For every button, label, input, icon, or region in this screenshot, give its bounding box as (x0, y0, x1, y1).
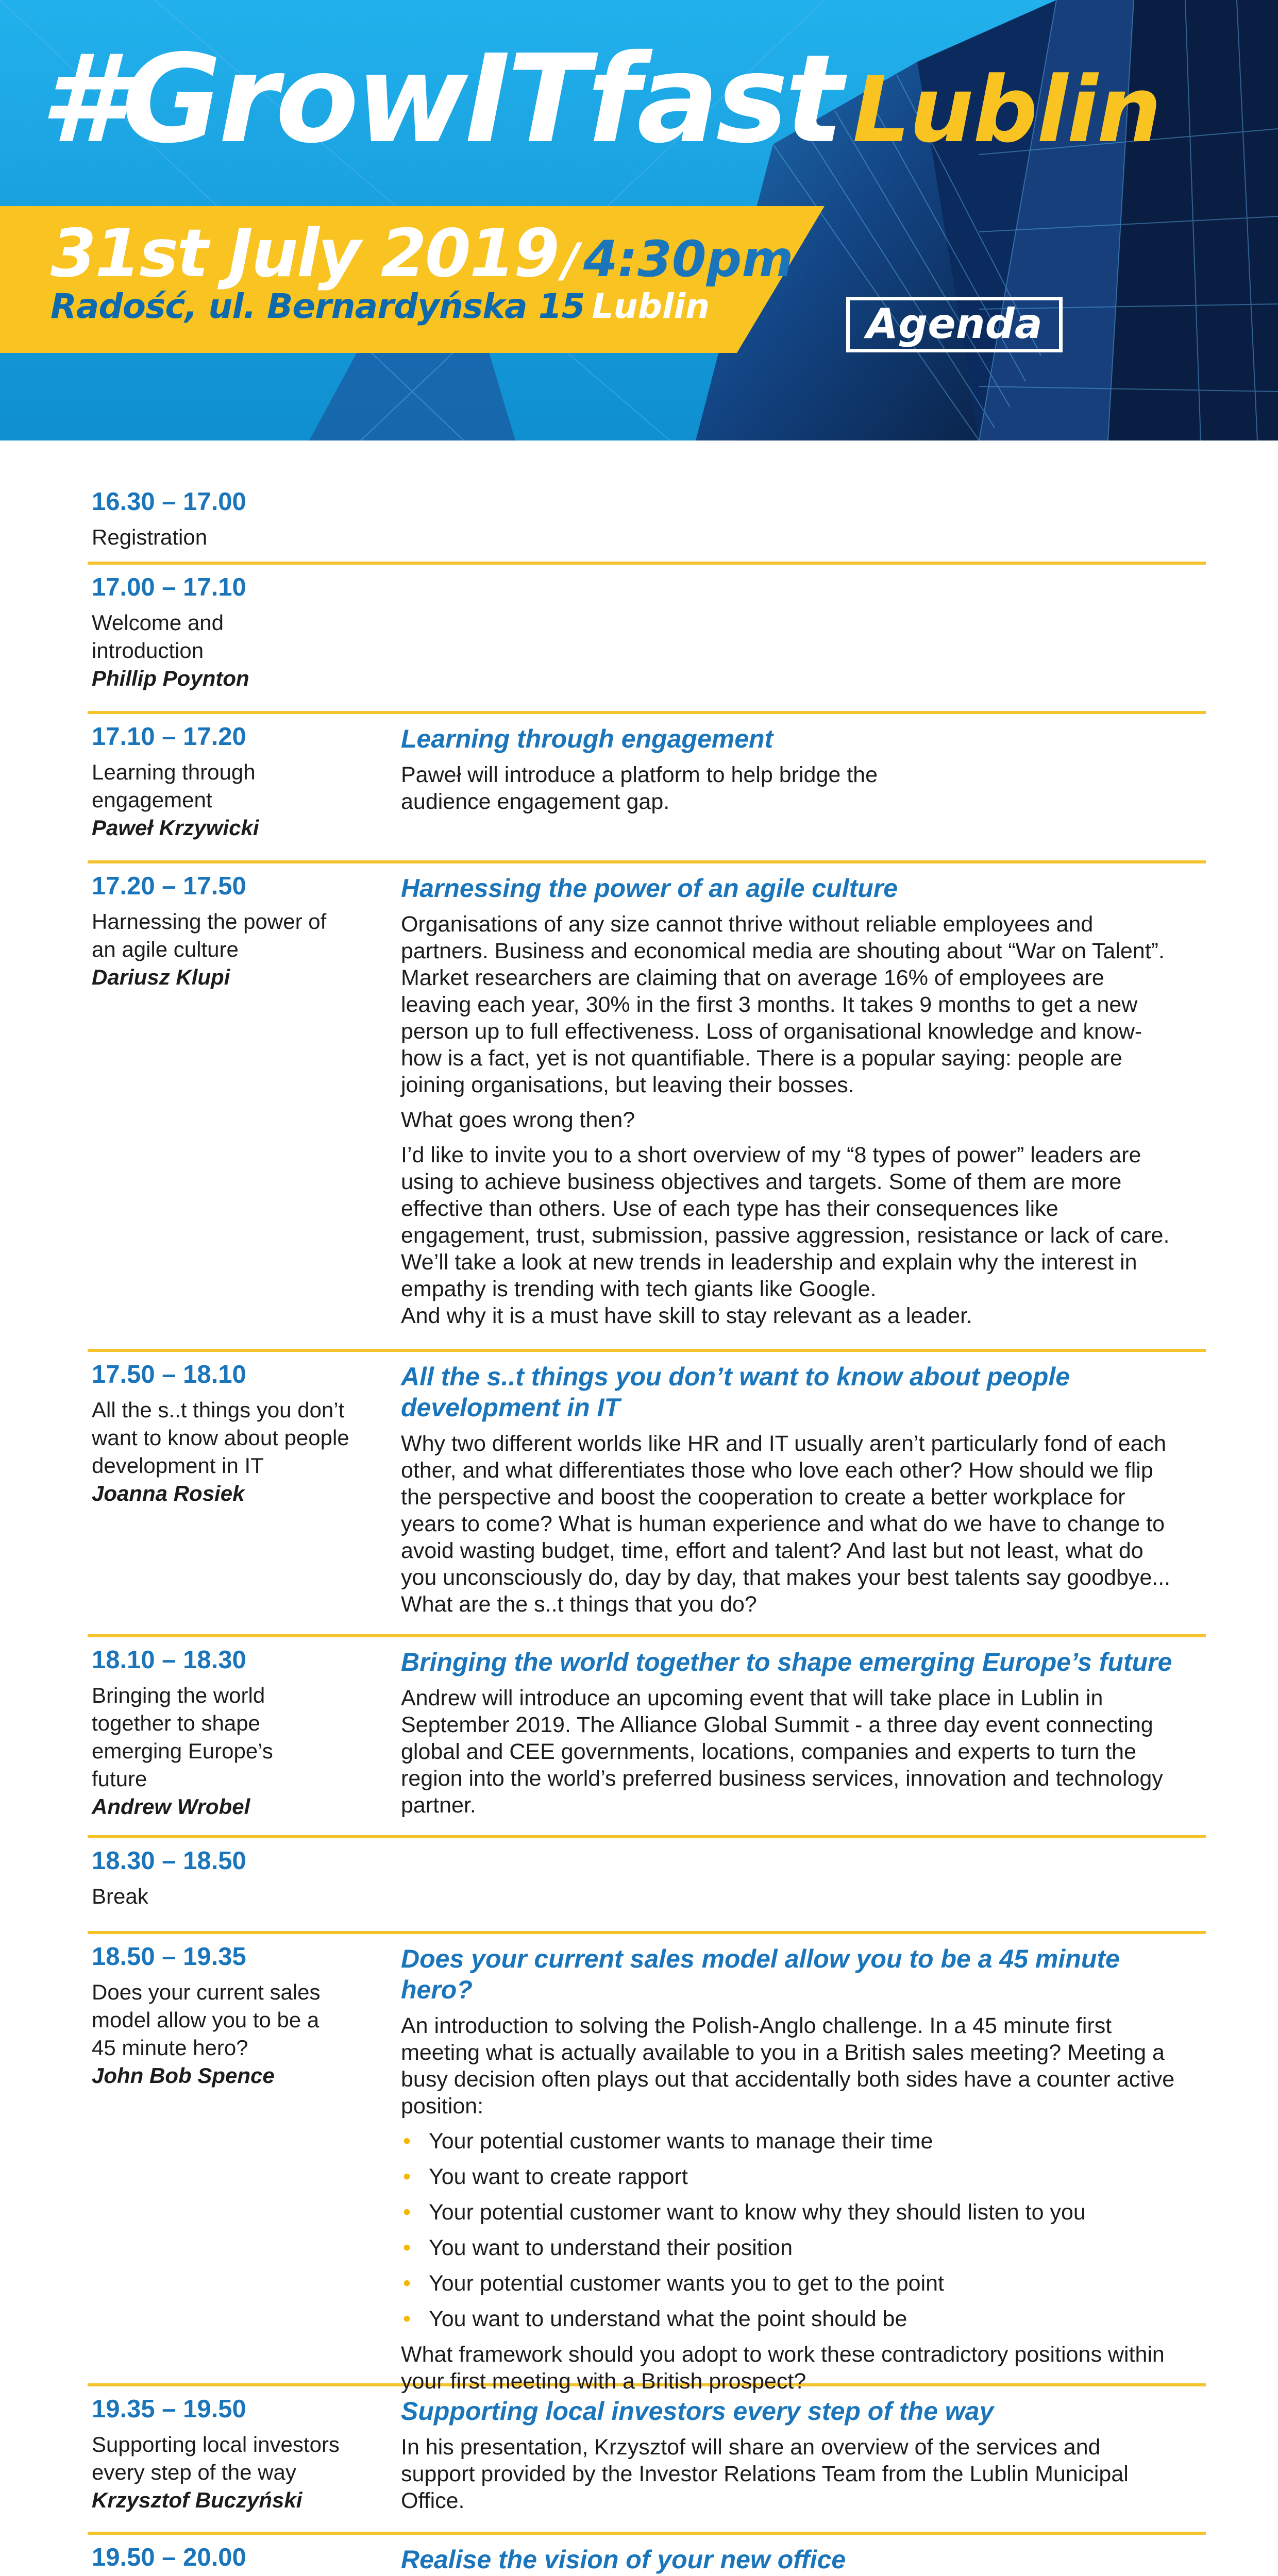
list-item: • You want to create rapport (403, 2164, 688, 2189)
talk-paragraph: What goes wrong then? (401, 1108, 635, 1132)
agenda-left-column (92, 1358, 401, 1619)
agenda-session-title: Welcome and introduction (92, 611, 224, 663)
agenda-left-column (92, 1844, 401, 1916)
agenda-row (88, 1934, 1206, 2394)
agenda-time: 18.50 – 19.35 (92, 1943, 246, 1971)
agenda-row (88, 1352, 1206, 1637)
talk-paragraph: Why two different worlds like HR and IT usually aren’t particularly fond of each other, and what differentiates those who love each other? How should we flip the perspective and boost the cooperation to create a better workplace for years to come? What is human experience and what do we have to change to avoid wasting budget, time, effort and talent? And last but not least, what do you unconsciously do, day by day, that makes your best talents say goodbye... What are the s..t things that you do? (401, 1431, 1171, 1617)
agenda-left-column (92, 1940, 401, 2368)
talk-paragraph: Paweł will introduce a platform to help bridge the audience engagement gap. (401, 762, 878, 814)
agenda-speaker: Dariusz Klupi (92, 965, 230, 989)
bullet-icon: • (403, 2200, 411, 2225)
talk-paragraph: Organisations of any size cannot thrive without reliable employees and partners. Business and economical media are shouting about “War on Talent”. Market researchers are claiming that on average 16% of employees are leaving each year, 30% in the first 3 months. It takes 9 months to get a new person up to full effectiveness. Loss of organisational knowledge and know-how is a fact, yet is not quantifiable. There is a popular saying: people are joining organisations, but leaving their bosses. (401, 912, 1165, 1097)
agenda-speaker: Phillip Poynton (92, 666, 249, 690)
event-date-line (51, 215, 793, 292)
agenda-description (401, 870, 1179, 1333)
agenda-row (88, 1838, 1206, 1934)
agenda-time: 17.20 – 17.50 (92, 872, 246, 900)
agenda-session-title: Break (92, 1884, 148, 1908)
agenda-time: 19.35 – 19.50 (92, 2395, 246, 2423)
agenda-session-title: All the s..t things you don’t want to know about people development in IT (92, 1398, 349, 1478)
list-item: • Your potential customer wants to manage their time (403, 2129, 933, 2154)
event-time: 4:30pm (583, 230, 794, 288)
bullet-icon: • (403, 2235, 411, 2260)
event-venue: Radość, ul. Bernardyńska 15 (51, 286, 585, 326)
agenda-left-column (92, 720, 401, 845)
agenda-time: 17.00 – 17.10 (92, 573, 246, 601)
agenda-session-title: Supporting local investors every step of the way (92, 2432, 340, 2484)
talk-title: Learning through engagement (401, 724, 773, 753)
agenda-row (88, 565, 1206, 714)
talk-paragraph: In his presentation, Krzysztof will share an overview of the services and support provided by the Investor Relations Team from the Lublin Municipal Office. (401, 2435, 1129, 2513)
agenda-row (88, 1637, 1206, 1838)
talk-paragraph: I’d like to invite you to a short overview of my “8 types of power” leaders are using to achieve business objectives and targets. Some of them are more effective than others. Use of each type has their consequences like engagement, trust, submission, passive aggression, resistance or lack of care. We’ll take a look at new trends in leadership and explain why the interest in empathy is trending with tech giants like Google. (401, 1143, 1170, 1301)
agenda-session-title: Harnessing the power of an agile culture (92, 909, 327, 961)
agenda-label: Agenda (846, 297, 1063, 352)
agenda-description (401, 1643, 1179, 1820)
agenda-list (88, 479, 1206, 2576)
talk-title: Supporting local investors every step of the way (401, 2397, 994, 2426)
bullet-icon: • (403, 2164, 411, 2189)
list-item: • You want to understand their position (403, 2235, 793, 2260)
talk-paragraph: Andrew will introduce an upcoming event that will take place in Lublin in September 2019. The Alliance Global Summit - a three day event connecting global and CEE governments, locations, companies and experts to turn the region into the world’s preferred business services, innovation and technology partner. (401, 1686, 1163, 1818)
event-venue-city: Lublin (592, 286, 710, 326)
event-hashtag: #GrowITfast (40, 28, 840, 170)
agenda-row (88, 714, 1206, 863)
agenda-left-column (92, 2541, 401, 2576)
agenda-description (401, 2541, 1179, 2576)
agenda-row (88, 2535, 1206, 2576)
list-item: • Your potential customer want to know why they should listen to you (403, 2200, 1086, 2225)
agenda-row (88, 479, 1206, 565)
event-city: Lublin (852, 57, 1161, 163)
agenda-session-title: Registration (92, 525, 208, 549)
agenda-row (88, 863, 1206, 1352)
talk-title: Bringing the world together to shape emerging Europe’s future (401, 1648, 1172, 1676)
talk-title: All the s..t things you don’t want to know about people development in IT (401, 1362, 1070, 1422)
agenda-row (88, 2386, 1206, 2535)
talk-bullet-list (401, 2128, 1179, 2332)
event-venue-line (51, 286, 710, 326)
agenda-time: 16.30 – 17.00 (92, 488, 246, 516)
bullet-icon: • (403, 2271, 411, 2296)
bullet-icon: • (403, 2129, 411, 2154)
agenda-speaker: Paweł Krzywicki (92, 816, 259, 840)
agenda-left-column (92, 1643, 401, 1820)
agenda-description (401, 1940, 1179, 2394)
agenda-speaker: Andrew Wrobel (92, 1794, 250, 1819)
agenda-description (401, 2393, 1179, 2516)
agenda-left-column (92, 2393, 401, 2516)
agenda-left-column (92, 571, 401, 696)
agenda-session-title: Bringing the world together to shape emerging Europe’s future (92, 1683, 273, 1791)
talk-title: Harnessing the power of an agile culture (401, 874, 898, 903)
talk-title: Realise the vision of your new office (401, 2545, 846, 2574)
agenda-speaker: John Bob Spence (92, 2063, 275, 2088)
agenda-session-title: Does your current sales model allow you to be a 45 minute hero? (92, 1980, 321, 2060)
agenda-time: 18.30 – 18.50 (92, 1847, 246, 1875)
agenda-time: 18.10 – 18.30 (92, 1646, 246, 1674)
agenda-left-column (92, 870, 401, 1333)
talk-paragraph: What framework should you adopt to work these contradictory positions within your first meeting with a British prospect? (401, 2342, 1165, 2394)
agenda-left-column (92, 485, 401, 549)
event-date: 31st July 2019 (51, 215, 558, 292)
list-item: • Your potential customer wants you to get to the point (403, 2271, 944, 2296)
bullet-icon: • (403, 2307, 411, 2331)
event-title (40, 28, 1161, 170)
date-separator: / (562, 233, 579, 287)
agenda-description (401, 1358, 1179, 1619)
agenda-speaker: Joanna Rosiek (92, 1481, 245, 1505)
agenda-time: 17.50 – 18.10 (92, 1361, 246, 1388)
talk-paragraph: An introduction to solving the Polish-Anglo challenge. In a 45 minute first meeting what is actually available to you in a British sales meeting? Meeting a busy decision often plays out that accidentally both sides have a counter active position: (401, 2013, 1175, 2119)
list-item: • You want to understand what the point should be (403, 2307, 907, 2331)
talk-paragraph: And why it is a must have skill to stay relevant as a leader. (401, 1303, 972, 1328)
agenda-time: 19.50 – 20.00 (92, 2544, 246, 2571)
agenda-session-title: Learning through engagement (92, 760, 256, 812)
agenda-description (401, 720, 1179, 845)
agenda-time: 17.10 – 17.20 (92, 723, 246, 751)
talk-title: Does your current sales model allow you to be a 45 minute hero? (401, 1944, 1120, 2004)
header-banner (0, 0, 1278, 440)
agenda-speaker: Krzysztof Buczyński (92, 2488, 302, 2512)
